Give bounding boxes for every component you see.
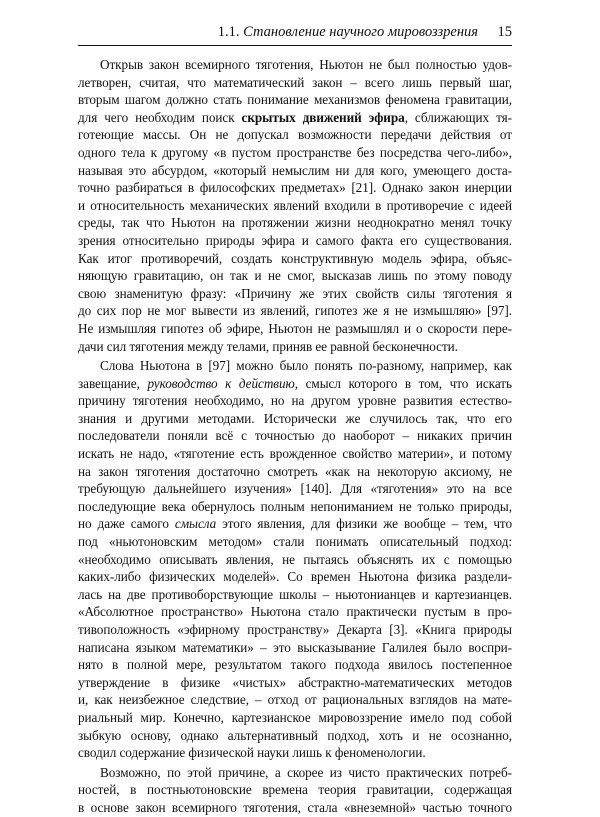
text-line: знания и другими методами. Исторически же случилось так, что его: [78, 410, 512, 426]
text-line: ностей, в постньютоновские времена теория гравитации, содержащая: [78, 782, 512, 798]
italic-emphasis: руководство к действию: [147, 375, 295, 391]
text-line: нято в полной мере, результатом такого подхода явилось постепенное: [78, 657, 512, 673]
header-rule: [78, 45, 512, 46]
running-title: [78, 24, 478, 41]
text-line: Слова Ньютона в [97] можно было понять по-разному, например, как: [100, 358, 512, 374]
text-line: в основе закон всемирного тяготения, стала «внеземной» частью точного: [78, 799, 512, 815]
text-line: причину тяготения необходимо, но на другом уровне развития естество-: [78, 393, 512, 409]
text-line: каких-либо физических моделей». Со времен Ньютона физика раздели-: [78, 569, 512, 585]
text-line: последователи поняли всё с точностью до наоборот – никаких причин: [78, 428, 512, 444]
text-line: требующую дальнейшего изучения» [140]. Для «тяготения» это на все: [78, 481, 512, 497]
text-line: называя это абсурдом, «который немыслим ни для кого, умеющего доста-: [78, 162, 512, 178]
text-line: лась на две противоборствующие школы – ньютонианцев и картезианцев.: [78, 586, 512, 602]
section-number: 1.1.: [217, 24, 240, 40]
text-line: для чего необходим поиск скрытых движений эфира, сближающих тя-: [78, 109, 512, 125]
body-text: [78, 56, 512, 817]
bold-emphasis: скрытых движений эфира: [241, 109, 405, 125]
text-line: Не измышляя гипотез об эфире, Ньютон не размышлял и о скорости пере-: [78, 320, 512, 336]
text-line: «необходимо описывать явления, не пытаясь объяснять их с помощью: [78, 551, 512, 567]
running-header: [78, 24, 512, 44]
text-line: но даже самого смысла этого явления, для физики же вообще – тем, что: [78, 516, 512, 532]
text-line: написана языком математики» – это высказывание Галилея было воспри-: [78, 639, 512, 655]
paragraph: [78, 764, 512, 817]
text-line: Возможно, по этой причине, а скорее из чисто практических потреб-: [100, 764, 512, 780]
text-line: тивоположность «эфирному пространству» Декарта [3]. «Книга природы: [78, 622, 512, 637]
section-title: Становление научного мировоззрения: [243, 24, 478, 40]
text-line: утверждение в физике «чистых» абстрактно-математических методов: [78, 674, 512, 690]
text-line: зыбкую основу, однако альтернативный подход, хоть и не осознанно,: [78, 727, 512, 743]
page-number: 15: [497, 24, 512, 40]
text-line: одного тела к другому «в пустом пространстве без посредства чего-либо»,: [78, 144, 512, 160]
text-line: последующие века обернулось полным непониманием не только природы,: [78, 498, 512, 514]
text-line: и, как неизбежное следствие, – отход от рациональных взглядов на мате-: [78, 692, 512, 708]
text-line: свою знаменитую фразу: «Причину же этих свойств силы тяготения я: [78, 285, 512, 301]
italic-emphasis: смысла: [174, 516, 217, 532]
text-line: няющую гравитацию, он так и не смог, высказав лишь по этому поводу: [78, 268, 512, 284]
text-line: риальный мир. Конечно, картезианское мировоззрение имело под собой: [78, 709, 512, 725]
text-line: до сих пор не мог вывести из явлений, гипотез же я не измышляю» [97].: [78, 303, 512, 319]
text-line: завещание, руководство к действию, смысл которого в том, что искать: [78, 375, 512, 391]
text-line: готеющие массы. Он не допускал возможности передачи действия от: [78, 127, 512, 143]
text-line: Открыв закон всемирного тяготения, Ньютон не был полностью удов-: [100, 57, 512, 72]
text-line: зрения относительно природы эфира и самого факта его существования.: [78, 232, 512, 248]
text-line: под «ньютоновским методом» стали понимать описательный подход:: [78, 534, 512, 550]
text-line: вторым шагом должно стать понимание механизмов феномена гравитации,: [78, 92, 512, 108]
text-line: точно разбираться в философских предметах» [21]. Однако закон инерции: [78, 180, 512, 196]
text-line: среды, так что Ньютон на протяжении жизни неоднократно менял точку: [78, 215, 512, 231]
text-line: и относительность механических явлений входили в противоречие с идеей: [78, 197, 512, 213]
paragraph: [78, 56, 512, 355]
text-line: дачи сил тяготения между телами, приняв ее равной бесконечности.: [78, 338, 458, 354]
text-line: сводил содержание физической науки лишь к феноменологии.: [78, 745, 426, 761]
text-line: летворен, считая, что математический закон – всего лишь первый шаг,: [78, 74, 512, 90]
paragraph: [78, 357, 512, 762]
text-line: «Абсолютное пространство» Ньютона стало практически пустым в про-: [78, 604, 512, 620]
text-line: искать не надо, «тяготение есть врожденное свойство материи», и потому: [78, 446, 512, 462]
text-line: Как итог противоречий, создать конструктивную модель эфира, объяс-: [78, 250, 512, 266]
text-line: на закон тяготения достаточно смотреть «как на некоторую аксиому, не: [78, 463, 512, 479]
